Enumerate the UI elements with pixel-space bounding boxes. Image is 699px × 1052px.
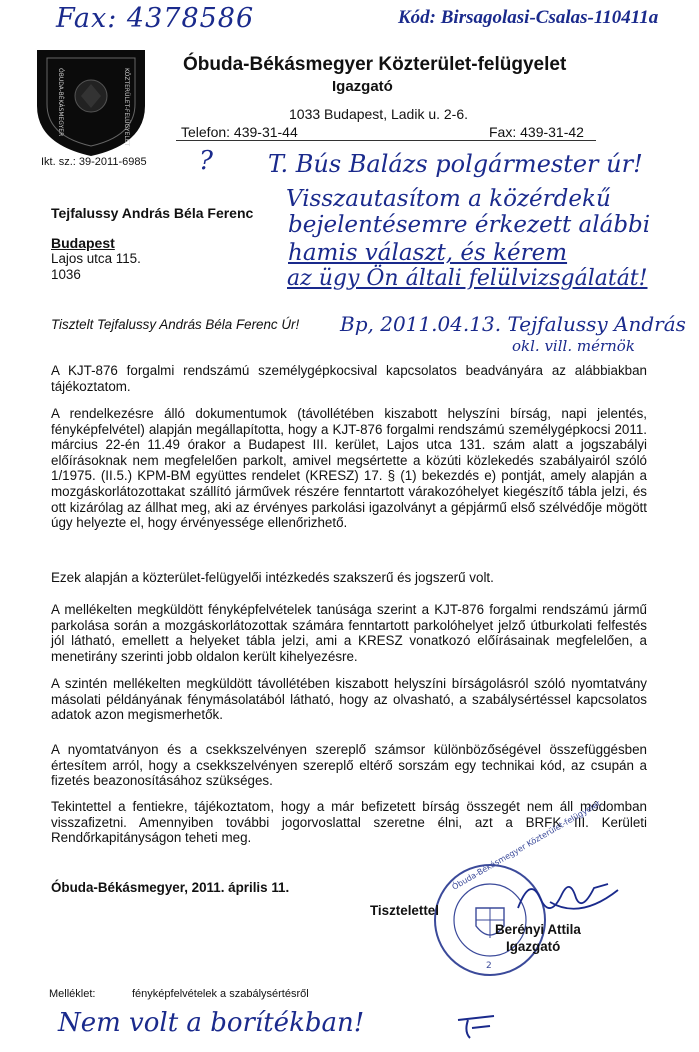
handwritten-fax-note: Fax: 4378586 [56, 3, 255, 34]
organization-fax: Fax: 439-31-42 [489, 124, 584, 140]
organization-logo [33, 48, 149, 158]
handwritten-note-line-7: okl. vill. mérnök [512, 337, 635, 355]
handwritten-note-line-1: T. Bús Balázs polgármester úr! [268, 150, 643, 178]
salutation: Tisztelt Tejfalussy András Béla Ferenc Úr! [51, 317, 300, 332]
logo-lettering: ÓBUDA-BÉKÁSMEGYER [57, 68, 64, 137]
handwritten-note-line-2: Visszautasítom a közérdekű [286, 186, 611, 212]
logo-lettering-right: KÖZTERÜLET-FELÜGYELET [123, 68, 130, 147]
organization-name: Óbuda-Békásmegyer Közterület-felügyelet [183, 54, 567, 75]
handwritten-initials [448, 1006, 508, 1042]
attachment-value: fényképfelvételek a szabálysértésről [132, 988, 309, 1000]
document-code: Kód: Birsagolasi-Csalas-110411a [398, 7, 659, 28]
paragraph-5: A szintén mellékelten megküldött távollétében kiszabott helyszíni bírságolásról szóló nyomtatvány másolati példányának fénymásolatából látható, hogy az olvasható, a szabálysértéssel kapcsolatos adatok azon megismerhetők. [51, 676, 647, 723]
handwritten-note-line-3: bejelentésemre érkezett alábbi [288, 212, 651, 238]
organization-phone: Telefon: 439-31-44 [181, 124, 298, 140]
handwritten-footer-note: Nem volt a borítékban! [58, 1008, 365, 1038]
attachment-label: Melléklet: [49, 988, 96, 1000]
signer-title: Igazgató [506, 939, 561, 954]
place-date: Óbuda-Békásmegyer, 2011. április 11. [51, 880, 290, 895]
reference-number: Ikt. sz.: 39-2011-6985 [41, 156, 147, 168]
stamp-lettering: Óbuda-Békásmegyer Közterület-felügyelet [450, 799, 603, 892]
paragraph-7: Tekintettel a fentiekre, tájékoztatom, hogy a már befizetett bírság összegét nem áll módomban visszafizetni. Amennyiben további jogorvoslattal szeretne élni, azt a BRFK III. Kerületi Rendőrkapitányságon teheti meg. [51, 799, 647, 846]
department-name: Igazgató [332, 78, 393, 95]
paragraph-2: A rendelkezésre álló dokumentumok (távollétében kiszabott helyszíni bírság, napi jelentés, fényképfelvétel) alapján megállapította, hogy a KJT-876 forgalmi rendszámú személygépkocsi 2011. március 22-én 11.49 órakor a Budapest III. kerület, Lajos utca 131. szám alatt a jogszabályi előírásoknak nem megfelelően parkolt, amivel megsértette a közúti közlekedés szabályairól szóló 1/1975. (II.5.) KPM-BM együttes rendelet (KRESZ) 17. § (1) bekezdés e) pontját, amely alapján a mozgáskorlátozottakat szállító járművek részére fenntartott várakozóhelyet kiegészítő tábla jelzi, és ott kizárólag az állhat meg, aki az érvényes parkolási igazolványt a gépjármű első szélvédője mögött úgy helyezte el, hogy érvényessége ellenőrizhető. [51, 406, 647, 531]
paragraph-3: Ezek alapján a közterület-felügyelői intézkedés szakszerű és jogszerű volt. [51, 570, 494, 585]
handwritten-note-line-4: hamis választ, és kérem [288, 240, 568, 266]
header-rule [176, 140, 596, 141]
paragraph-1: A KJT-876 forgalmi rendszámú személygépkocsival kapcsolatos beadványára az alábbiakban tájékoztatom. [51, 363, 647, 394]
paragraph-4: A mellékelten megküldött fényképfelvételek tanúsága szerint a KJT-876 forgalmi rendszámú jármű parkolása során a mozgáskorlátozottak számára fenntartott parkolóhelyet jelző útburkolati felfestés jól látható, emellett a helyeket tábla jelzi, ami a KRESZ vonatkozó előírásainak megfelelően, a menetirány szerinti jobb oldalon került kihelyezésre. [51, 602, 647, 664]
handwritten-note-line-5: az ügy Ön általi felülvizsgálatát! [287, 266, 648, 291]
stamp-number: 2 [486, 961, 492, 971]
recipient-street: Lajos utca 115. [51, 251, 141, 266]
recipient-name: Tejfalussy András Béla Ferenc [51, 205, 254, 221]
handwritten-question-mark: ? [199, 146, 213, 176]
recipient-city: Budapest [51, 235, 115, 251]
handwritten-note-line-6: Bp, 2011.04.13. Tejfalussy András [340, 312, 686, 336]
recipient-zip: 1036 [51, 267, 81, 282]
paragraph-6: A nyomtatványon és a csekkszelvényen szereplő számsor különbözőségével összefüggésben értesítem arról, hogy a csekkszelvényen szereplő eltérő sorszám egy technikai kód, az csupán a fizetés beazonosításához szükséges. [51, 742, 647, 789]
signature [510, 868, 630, 928]
signer-name: Berényi Attila [495, 922, 581, 937]
organization-address: 1033 Budapest, Ladik u. 2-6. [289, 106, 469, 122]
closing: Tisztelettel [370, 903, 439, 918]
